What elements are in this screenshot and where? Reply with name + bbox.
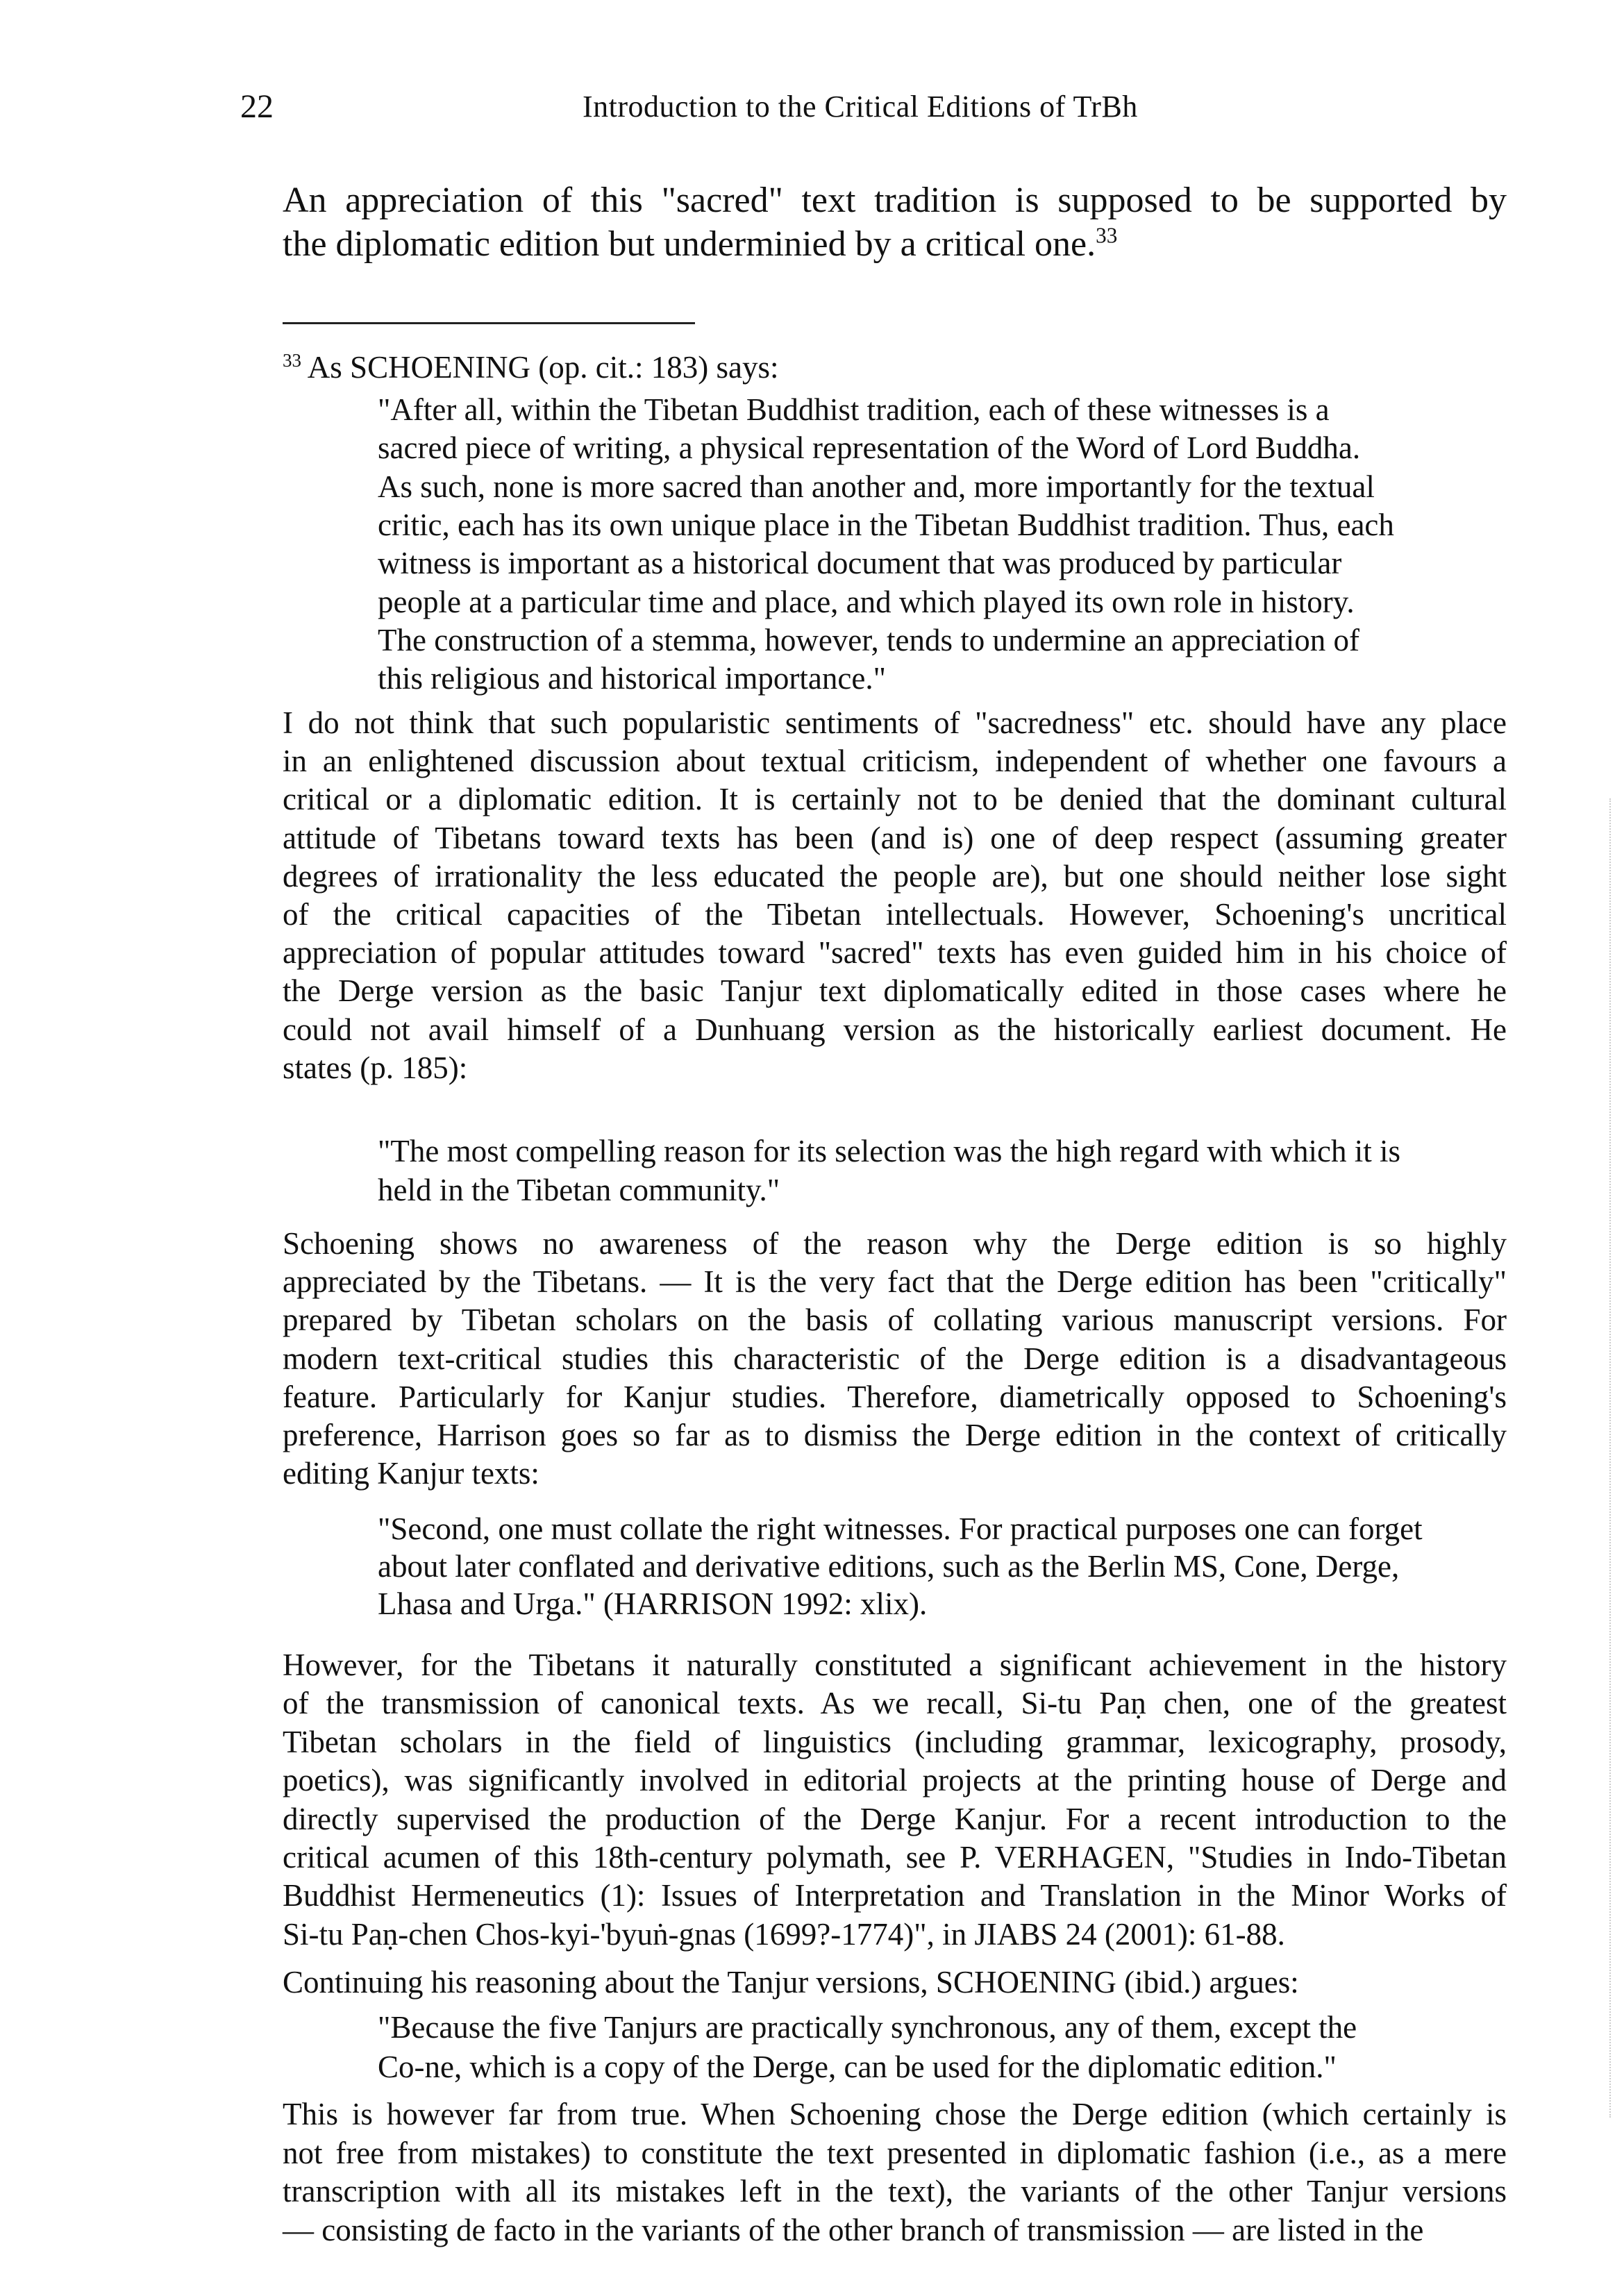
quote-line: Lhasa and Urga." (HARRISON 1992: xlix). <box>378 1586 928 1621</box>
main-line-text: An appreciation of this "sacred" text tradition is supposed to be supported by <box>283 181 1507 220</box>
paragraph-line: preference, Harrison goes so far as to dismiss the Derge edition in the context of critically <box>283 1418 1507 1452</box>
paragraph-line: Si-tu Paṇ-chen Chos-kyi-'byuṅ-gnas (1699?-1774)", in JIABS 24 (2001): 61-88. <box>283 1916 1285 1952</box>
quote-line: Co-ne, which is a copy of the Derge, can be used for the diplomatic edition." <box>378 2050 1337 2084</box>
paragraph-line: feature. Particularly for Kanjur studies. Therefore, diametrically opposed to Schoening's <box>283 1379 1507 1414</box>
paragraph-line: states (p. 185): <box>283 1050 468 1085</box>
paragraph-line: I do not think that such popularistic sentiments of "sacredness" etc. should have any place <box>283 705 1507 740</box>
quote-line: this religious and historical importance." <box>378 661 886 696</box>
paragraph-line: Schoening shows no awareness of the reason why the Derge edition is so highly <box>283 1226 1507 1261</box>
paragraph-line: — consisting de facto in the variants of the other branch of transmission — are listed in the <box>283 2212 1424 2247</box>
paragraph-line: critical acumen of this 18th-century polymath, see P. VERHAGEN, "Studies in Indo-Tibetan <box>283 1840 1507 1875</box>
scan-artifact <box>1609 798 1611 2118</box>
paragraph-line: prepared by Tibetan scholars on the basis of collating various manuscript versions. For <box>283 1302 1507 1338</box>
paragraph-line: However, for the Tibetans it naturally constituted a significant achievement in the history <box>283 1648 1507 1682</box>
quote-line: As such, none is more sacred than another and, more importantly for the textual <box>378 469 1375 504</box>
paragraph-line: Continuing his reasoning about the Tanjur versions, SCHOENING (ibid.) argues: <box>283 1965 1299 2000</box>
paragraph-line: of the transmission of canonical texts. As we recall, Si-tu Paṇ chen, one of the greatest <box>283 1686 1507 1721</box>
paragraph-line: the Derge version as the basic Tanjur text diplomatically edited in those cases where he <box>283 973 1507 1009</box>
main-paragraph-line <box>283 178 1507 223</box>
paragraph-line: degrees of irrationality the less educated the people are), but one should neither lose sight <box>283 858 1507 894</box>
quote-line: The construction of a stemma, however, tends to undermine an appreciation of <box>378 622 1359 657</box>
footnote-intro <box>283 348 779 387</box>
footnote-intro-text: As SCHOENING (op. cit.: 183) says: <box>307 350 779 385</box>
quote-line: sacred piece of writing, a physical representation of the Word of Lord Buddha. <box>378 430 1361 466</box>
quote-line: witness is important as a historical document that was produced by particular <box>378 546 1342 581</box>
paragraph-line: editing Kanjur texts: <box>283 1456 539 1491</box>
paragraph-line: modern text-critical studies this characteristic of the Derge edition is a disadvantageous <box>283 1341 1507 1376</box>
quote-line: "The most compelling reason for its selection was the high regard with which it is <box>378 1134 1401 1168</box>
paragraph-line: of the critical capacities of the Tibetan intellectuals. However, Schoening's uncritical <box>283 897 1507 932</box>
main-paragraph-line <box>283 222 1117 267</box>
paragraph-line: Tibetan scholars in the field of linguistics (including grammar, lexicography, prosody, <box>283 1724 1507 1759</box>
paragraph-line: could not avail himself of a Dunhuang version as the historically earliest document. He <box>283 1012 1507 1047</box>
paragraph-line: Buddhist Hermeneutics (1): Issues of Interpretation and Translation in the Minor Works of <box>283 1878 1507 1913</box>
footnote-number: 33 <box>283 349 301 371</box>
footnote-reference[interactable]: 33 <box>1096 223 1118 248</box>
quote-line: "After all, within the Tibetan Buddhist tradition, each of these witnesses is a <box>378 392 1330 427</box>
paragraph-line: not free from mistakes) to constitute the text presented in diplomatic fashion (i.e., as a mere <box>283 2135 1507 2170</box>
paragraph-line: appreciation of popular attitudes toward "sacred" texts has even guided him in his choice of <box>283 935 1507 971</box>
paragraph-line: appreciated by the Tibetans. — It is the very fact that the Derge edition has been "critically" <box>283 1264 1507 1300</box>
paragraph-line: transcription with all its mistakes left in the text), the variants of the other Tanjur versions <box>283 2174 1507 2209</box>
quote-line: critic, each has its own unique place in the Tibetan Buddhist tradition. Thus, each <box>378 507 1394 542</box>
running-title: Introduction to the Critical Editions of TrBh <box>583 90 1138 124</box>
page-number: 22 <box>240 88 274 125</box>
main-line-text: the diplomatic edition but underminied by a critical one. <box>283 224 1096 264</box>
paragraph-line: poetics), was significantly involved in editorial projects at the printing house of Derge and <box>283 1763 1507 1798</box>
paragraph-line: critical or a diplomatic edition. It is certainly not to be denied that the dominant cultural <box>283 782 1507 817</box>
paragraph-line: directly supervised the production of the Derge Kanjur. For a recent introduction to the <box>283 1801 1507 1836</box>
quote-line: about later conflated and derivative editions, such as the Berlin MS, Cone, Derge, <box>378 1549 1400 1584</box>
quote-line: people at a particular time and place, and which played its own role in history. <box>378 584 1355 619</box>
footnote-rule <box>283 322 695 324</box>
quote-line: "Because the five Tanjurs are practically synchronous, any of them, except the <box>378 2010 1357 2045</box>
quote-line: "Second, one must collate the right witnesses. For practical purposes one can forget <box>378 1511 1423 1546</box>
paragraph-line: in an enlightened discussion about textual criticism, independent of whether one favours a <box>283 744 1507 779</box>
quote-line: held in the Tibetan community." <box>378 1172 780 1207</box>
paragraph-line: attitude of Tibetans toward texts has been (and is) one of deep respect (assuming greater <box>283 820 1507 855</box>
paragraph-line: This is however far from true. When Schoening chose the Derge edition (which certainly is <box>283 2097 1507 2131</box>
